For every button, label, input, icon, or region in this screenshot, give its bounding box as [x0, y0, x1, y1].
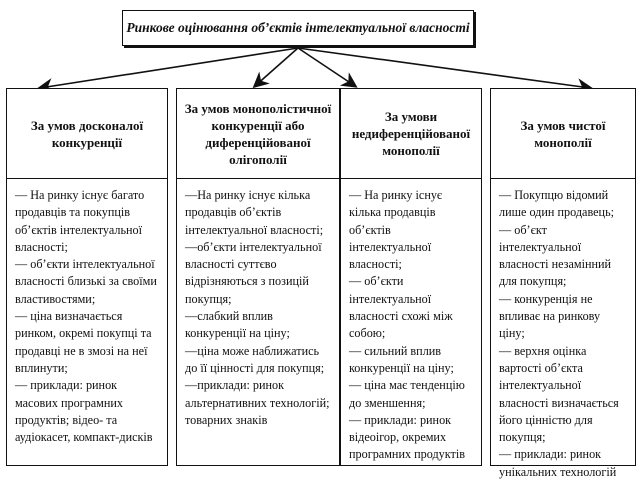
column-text: — Покупцю відомий лише один продавець; — об’єкт інтелектуальної власності незамінний для покупця; — конкуренція не впливає на ринкову ціну; — верхня оцінка вартості об’єкта інтелектуальної власності визначається його цінністю для покупця; — приклади: ринок унікальних технологій [499, 188, 619, 479]
column-body-perfect-competition [6, 178, 168, 466]
column-text: — На ринку існує кілька продавців об’єктів інтелектуальної власності; — об’єкти інтелектуальної власності схожі між собою; — сильний вплив конкуренції на ціну; — ціна має тенденцію до зменшення; — приклади: ринок відеоігор, окремих програмних продуктів [349, 188, 465, 462]
column-header-monopolistic-competition: За умов монополістичної конкуренції або диференційованої олігополії [176, 88, 340, 178]
column-header-pure-monopoly: За умов чистої монополії [490, 88, 636, 178]
column-text: —На ринку існує кілька продавців об’єктів інтелектуальної власності; —об’єкти інтелектуальної власності суттєво відрізняються з позицій покупця; —слабкий вплив конкуренції на ціну; —ціна може наближатись до її цінності для покупця; —приклади: ринок альтернативних технологій; товарних знаків [185, 188, 330, 427]
column-text: — На ринку існує багато продавців та покупців об’єктів інтелектуальної власності; — об’єкти інтелектуальної власності близькі за своїми властивостями; — ціна визначається ринком, окремі покупці та продавці не в змозі на неї вплинути; — приклади: ринок масових програмних продуктів; відео- та аудіокасет, компакт-дисків [15, 188, 157, 445]
column-body-undifferentiated-monopoly [340, 178, 482, 466]
column-body-pure-monopoly [490, 178, 636, 479]
diagram-title: Ринкове оцінювання об’єктів інтелектуальної власності [122, 10, 474, 46]
arrow-to-col4 [298, 48, 590, 88]
column-body-monopolistic-competition [176, 178, 340, 466]
arrow-to-col3 [298, 48, 355, 86]
column-header-perfect-competition: За умов досконалої конкуренції [6, 88, 168, 178]
column-header-undifferentiated-monopoly: За умови недиференційованої монополії [340, 88, 482, 178]
